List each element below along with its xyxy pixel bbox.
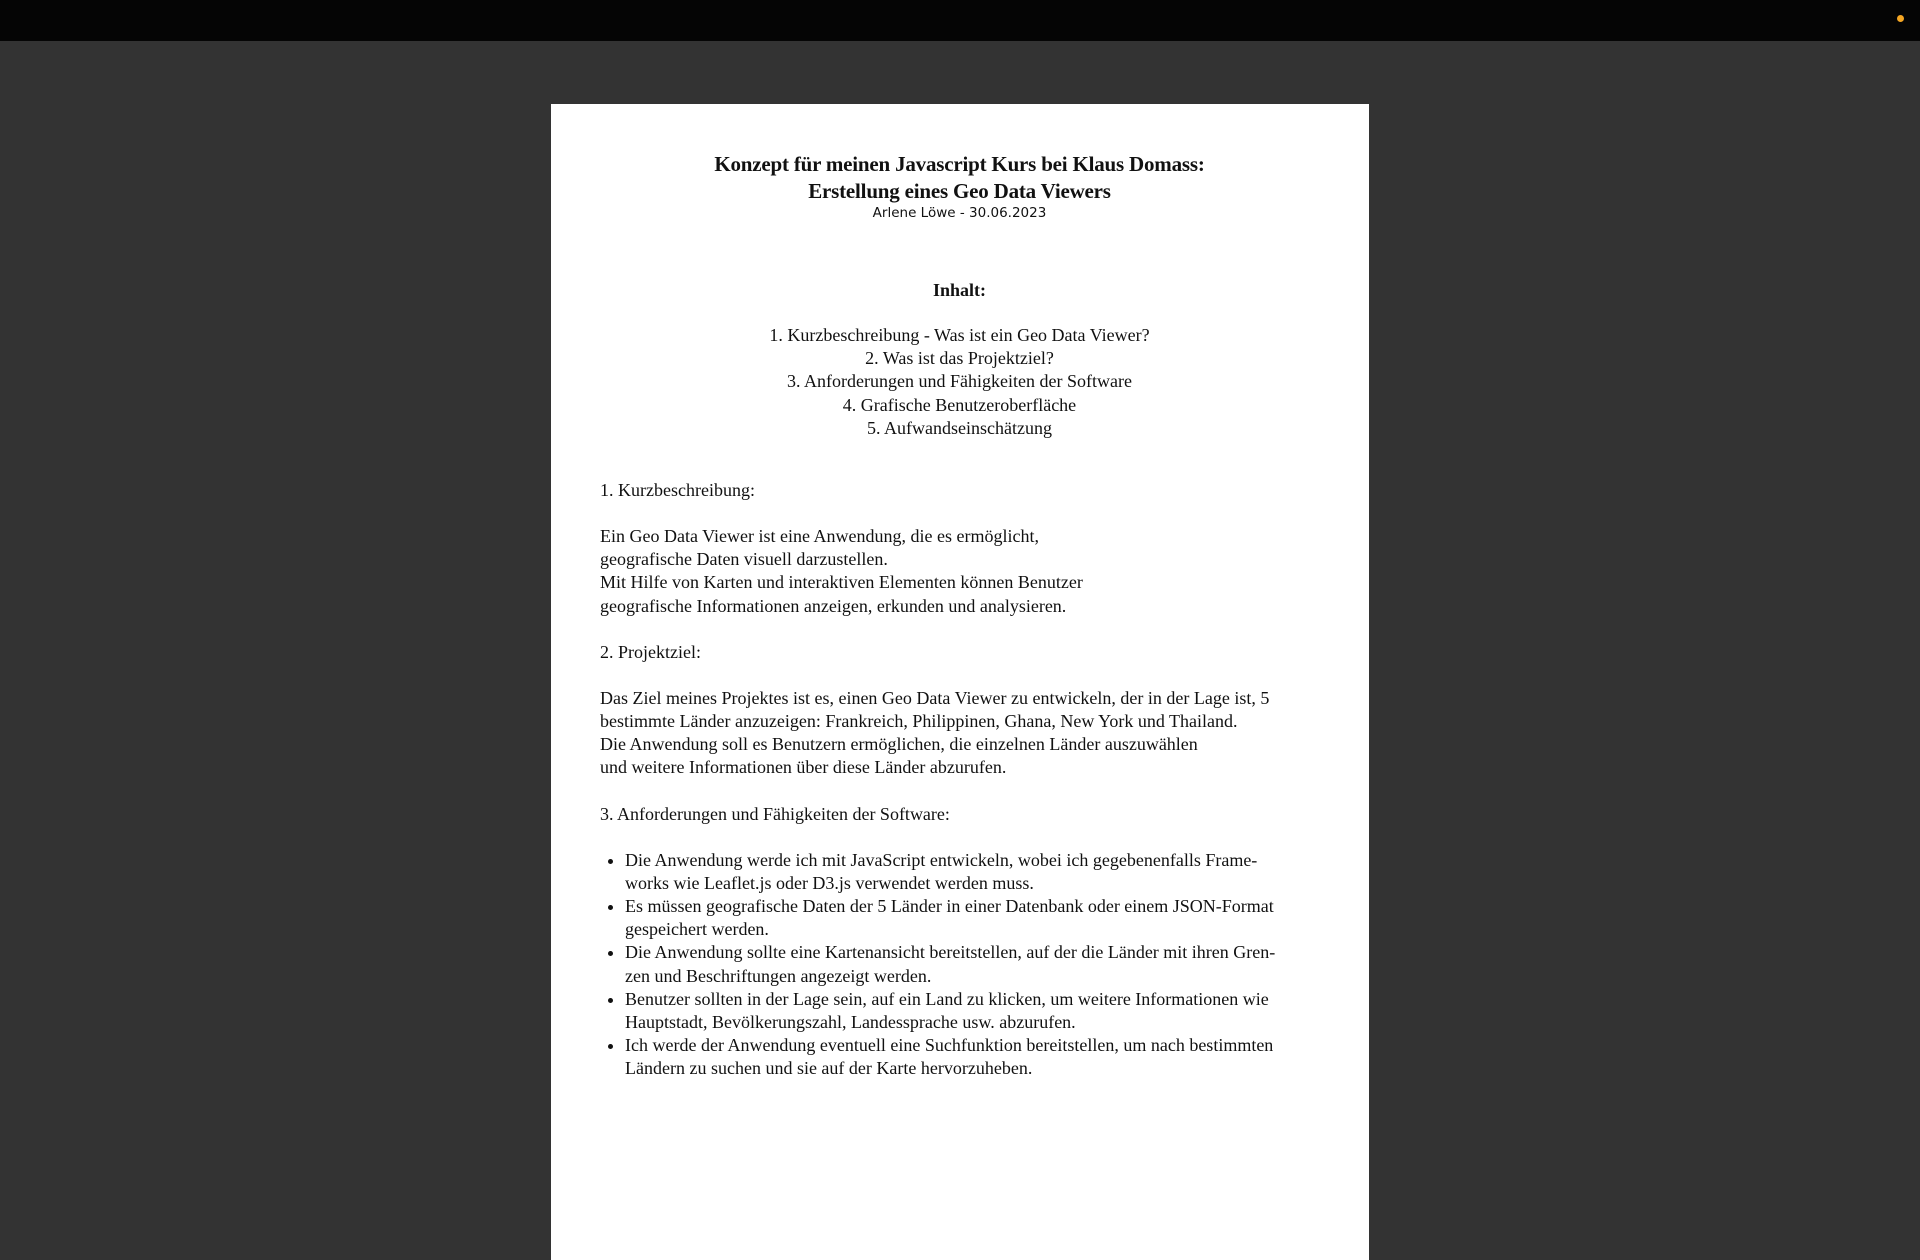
list-item-line: Hauptstadt, Bevölkerungszahl, Landessprache usw. abzurufen. [625, 1012, 1076, 1033]
top-bar [0, 0, 1920, 41]
paragraph-line: geografische Daten visuell darzustellen. [600, 549, 888, 570]
list-item-line: gespeichert werden. [625, 919, 769, 940]
list-item-line: • Die Anwendung werde ich mit JavaScript entwickeln, wobei ich gegebenenfalls Frame- [625, 849, 1258, 870]
paragraph-line: bestimmte Länder anzuzeigen: Frankreich, Philippinen, Ghana, New York und Thailand. [600, 711, 1238, 732]
document-title-line-2: Erstellung eines Geo Data Viewers [808, 179, 1111, 203]
list-item [625, 1034, 1319, 1080]
list-item-line: • Es müssen geografische Daten der 5 Länder in einer Datenbank oder einem JSON-Format [625, 896, 1274, 917]
document-subtitle: Arlene Löwe - 30.06.2023 [872, 205, 1047, 221]
list-item [625, 849, 1319, 895]
toc-item: 3. Anforderungen und Fähigkeiten der Software [787, 371, 1132, 392]
list-item-line: zen und Beschriftungen angezeigt werden. [625, 965, 932, 986]
paragraph-line: Das Ziel meines Projektes ist es, einen Geo Data Viewer zu entwickeln, der in der Lage ist, 5 [600, 687, 1270, 708]
document-viewer[interactable] [0, 41, 1920, 1241]
section-heading-projektziel: 2. Projektziel: [600, 641, 701, 662]
paragraph-line: und weitere Informationen über diese Länder abzurufen. [600, 757, 1007, 778]
list-item-line: • Ich werde der Anwendung eventuell eine Suchfunktion bereitstellen, um nach bestimmten [625, 1035, 1274, 1056]
table-of-contents [600, 324, 1319, 440]
toc-item: 1. Kurzbeschreibung - Was ist ein Geo Data Viewer? [769, 325, 1150, 345]
list-item [625, 941, 1319, 987]
list-item-line: • Benutzer sollten in der Lage sein, auf ein Land zu klicken, um weitere Informationen wie [625, 988, 1269, 1009]
toc-item: 2. Was ist das Projektziel? [865, 348, 1054, 369]
status-dot-icon [1897, 15, 1904, 22]
section-heading-kurzbeschreibung: 1. Kurzbeschreibung: [600, 480, 755, 501]
paragraph-line: Mit Hilfe von Karten und interaktiven Elementen können Benutzer [600, 572, 1083, 593]
section-paragraph [600, 525, 1319, 618]
paragraph-line: Ein Geo Data Viewer ist eine Anwendung, die es ermöglicht, [600, 526, 1039, 547]
toc-item: 5. Aufwandseinschätzung [867, 417, 1052, 438]
document-page [551, 104, 1369, 1260]
section-paragraph [600, 687, 1319, 780]
list-item-line: works wie Leaflet.js oder D3.js verwendet werden muss. [625, 872, 1034, 893]
list-item-line: Ländern zu suchen und sie auf der Karte hervorzuheben. [625, 1058, 1033, 1079]
list-item-line: • Die Anwendung sollte eine Kartenansicht bereitstellen, auf der die Länder mit ihren Gren- [625, 942, 1276, 963]
document-title-line-1: Konzept für meinen Javascript Kurs bei Klaus Domass: [714, 152, 1205, 176]
paragraph-line: geografische Informationen anzeigen, erkunden und analysieren. [600, 595, 1067, 616]
list-item [625, 988, 1319, 1034]
section-heading-anforderungen: 3. Anforderungen und Fähigkeiten der Software: [600, 803, 950, 824]
list-item [625, 895, 1319, 941]
toc-heading: Inhalt: [932, 280, 986, 300]
paragraph-line: Die Anwendung soll es Benutzern ermöglichen, die einzelnen Länder auszuwählen [600, 734, 1198, 755]
requirements-list [600, 849, 1319, 1081]
toc-item: 4. Grafische Benutzeroberfläche [842, 394, 1077, 415]
